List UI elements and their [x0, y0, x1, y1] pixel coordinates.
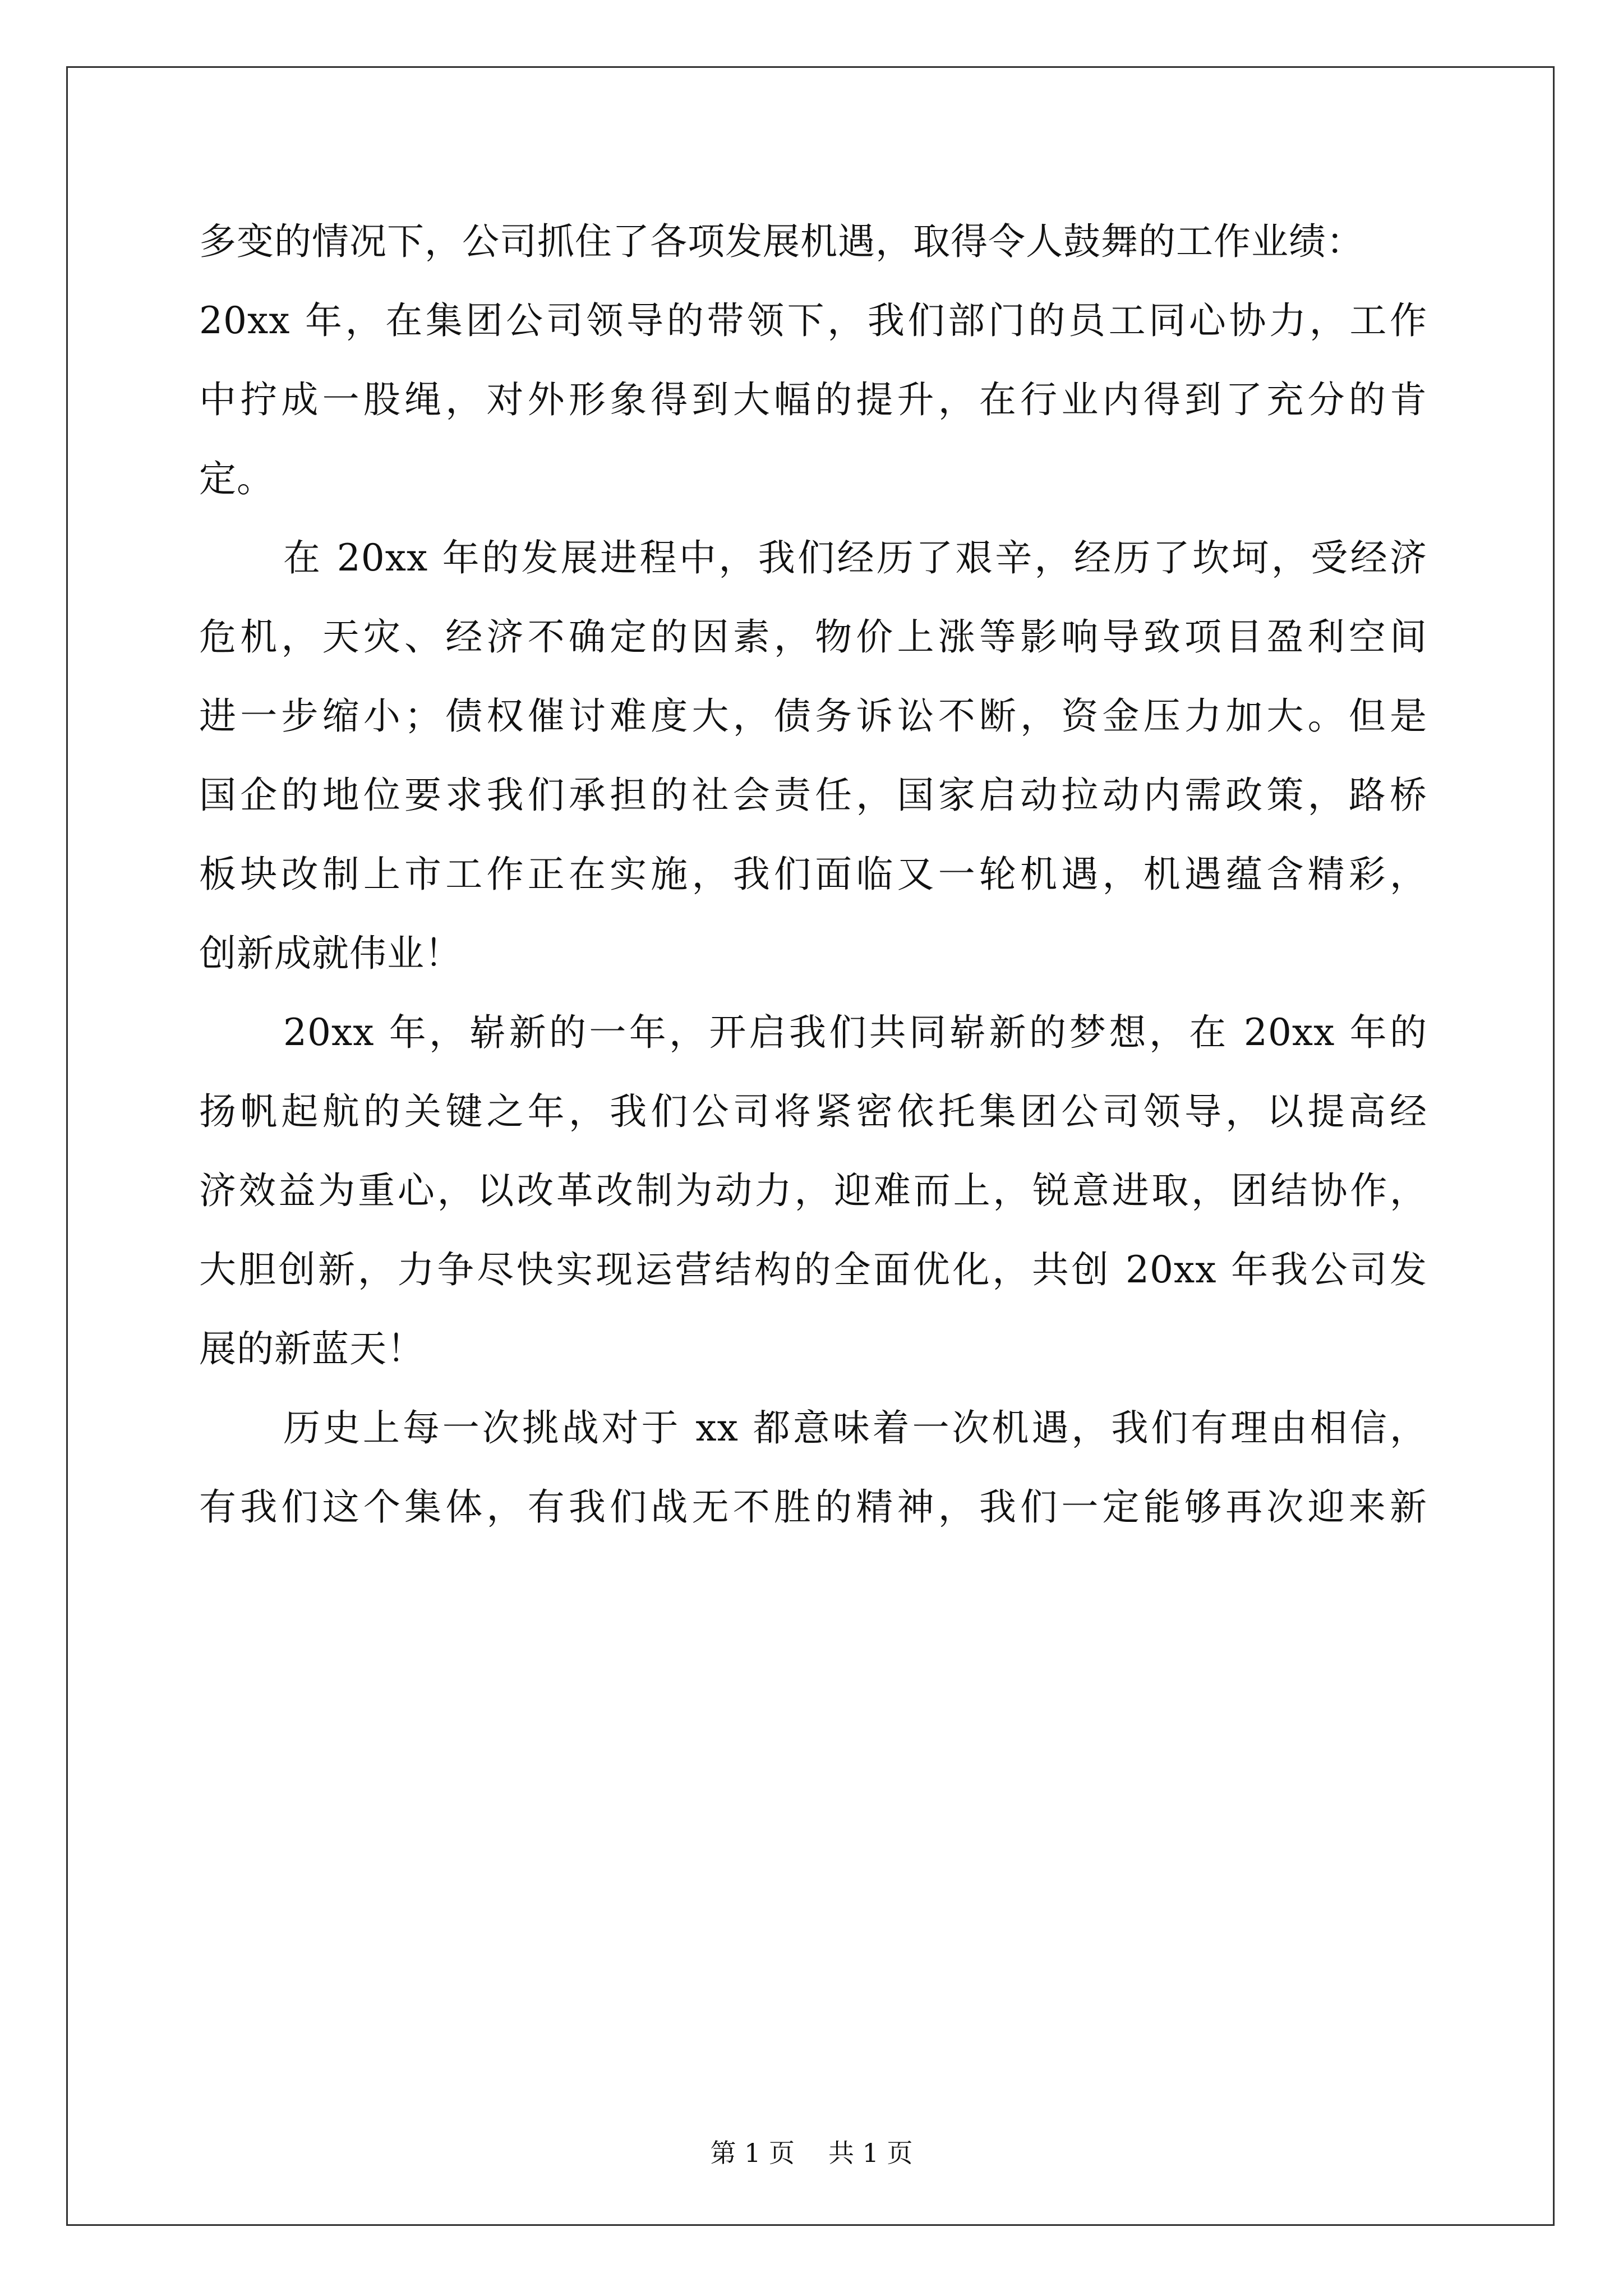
- text-line: 20xx 年，崭新的一年，开启我们共同崭新的梦想，在 20xx 年的: [283, 1011, 1427, 1054]
- text-line: 国企的地位要求我们承担的社会责任，国家启动拉动内需政策，路桥: [199, 774, 1427, 817]
- text-line: 20xx 年，在集团公司领导的带领下，我们部门的员工同心协力，工作: [199, 299, 1427, 342]
- text-line: 历史上每一次挑战对于 xx 都意味着一次机遇，我们有理由相信，: [283, 1406, 1427, 1450]
- text-line: 济效益为重心，以改革改制为动力，迎难而上，锐意进取，团结协作，: [199, 1169, 1427, 1212]
- page-footer: [0, 2136, 1623, 2170]
- text-line: 大胆创新，力争尽快实现运营结构的全面优化，共创 20xx 年我公司发: [199, 1248, 1427, 1291]
- text-line: 危机，天灾、经济不确定的因素，物价上涨等影响导致项目盈利空间: [199, 615, 1427, 659]
- text-line: 有我们这个集体，有我们战无不胜的精神，我们一定能够再次迎来新: [199, 1485, 1427, 1529]
- text-line: 扬帆起航的关键之年，我们公司将紧密依托集团公司领导，以提高经: [199, 1090, 1427, 1133]
- text-line: 创新成就伟业！: [199, 932, 462, 975]
- text-line: 板块改制上市工作正在实施，我们面临又一轮机遇，机遇蕴含精彩，: [199, 853, 1427, 896]
- text-line: 进一步缩小；债权催讨难度大，债务诉讼不断，资金压力加大。但是: [199, 694, 1427, 738]
- text-line: 中拧成一股绳，对外形象得到大幅的提升，在行业内得到了充分的肯: [199, 378, 1427, 421]
- text-line: 定。: [199, 457, 274, 500]
- text-line: 多变的情况下，公司抓住了各项发展机遇，取得令人鼓舞的工作业绩：: [199, 220, 1364, 263]
- text-line: 在 20xx 年的发展进程中，我们经历了艰辛，经历了坎坷，受经济: [283, 536, 1427, 579]
- page-total: 共 1 页: [828, 2138, 913, 2168]
- document-body: [199, 202, 1427, 1547]
- page-number: 第 1 页: [710, 2138, 795, 2168]
- text-line: 展的新蓝天！: [199, 1327, 425, 1370]
